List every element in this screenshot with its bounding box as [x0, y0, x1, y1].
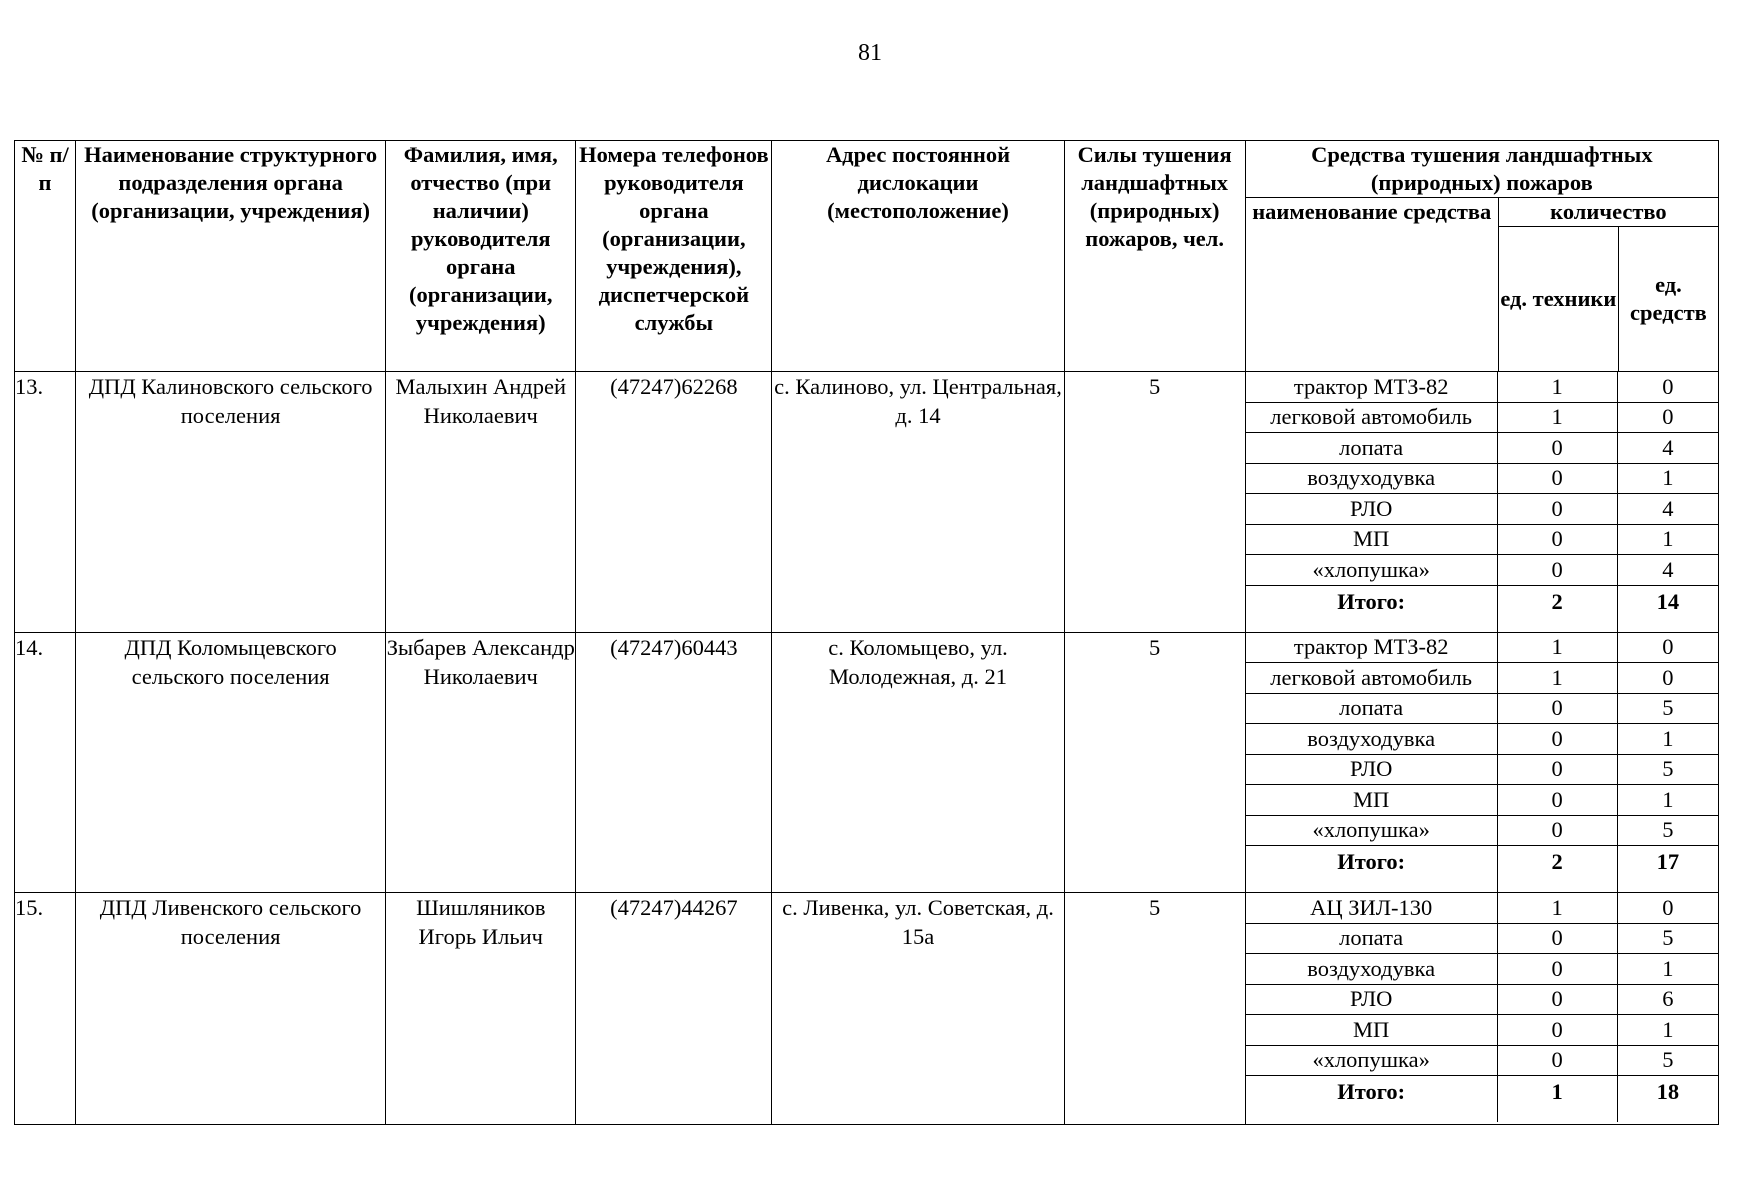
table-body: [15, 372, 1719, 1125]
header-means: Средства тушения ландшафтных (природных) пожаров: [1245, 141, 1718, 198]
equipment-row: [1246, 923, 1718, 954]
equipment-name: лопата: [1246, 923, 1498, 954]
equipment-tech: 0: [1497, 433, 1617, 464]
equipment-name: РЛО: [1246, 754, 1498, 785]
equipment-means: 1: [1617, 463, 1718, 494]
equipment-means: 5: [1617, 693, 1718, 724]
equipment-means: 6: [1617, 984, 1718, 1015]
header-quantity: количество: [1498, 198, 1718, 227]
equipment-name: «хлопушка»: [1246, 1045, 1498, 1076]
equipment-means: 5: [1617, 923, 1718, 954]
equipment-tech: 0: [1497, 954, 1617, 985]
equipment-tech: 1: [1497, 893, 1617, 923]
equipment-row: [1246, 372, 1718, 402]
table-row: [15, 893, 1719, 1125]
equipment-name: трактор МТЗ-82: [1246, 372, 1498, 402]
equipment-tech: 1: [1497, 402, 1617, 433]
equipment-tech: 0: [1497, 724, 1617, 755]
equipment-tech: 0: [1497, 984, 1617, 1015]
row-forces: 5: [1064, 372, 1245, 633]
equipment-tech: 0: [1497, 815, 1617, 846]
total-means: 14: [1656, 588, 1680, 614]
equipment-row: [1246, 555, 1718, 586]
equipment-tech: 1: [1497, 372, 1617, 402]
header-head: Фамилия, имя, отчество (при наличии) руководителя органа (организации, учреждения): [386, 141, 576, 372]
equipment-row: [1246, 663, 1718, 694]
total-means: 18: [1656, 1079, 1680, 1104]
equipment-row: [1246, 984, 1718, 1015]
header-qty-means: ед. средств: [1618, 227, 1718, 372]
equipment-name: легковой автомобиль: [1246, 402, 1498, 433]
equipment-tech: 0: [1497, 463, 1617, 494]
equipment-tech: 0: [1497, 754, 1617, 785]
header-unit: Наименование структурного подразделения органа (организации, учреждения): [76, 141, 386, 372]
equipment-row: [1246, 785, 1718, 816]
equipment-means: 0: [1617, 893, 1718, 923]
equipment-table: [1246, 633, 1718, 893]
row-num: 14.: [15, 632, 76, 893]
row-head: Шишляников Игорь Ильич: [386, 893, 576, 1125]
equipment-means: 0: [1617, 402, 1718, 433]
equipment-name: воздуходувка: [1246, 954, 1498, 985]
equipment-means: 5: [1617, 1045, 1718, 1076]
equipment-tech: 0: [1497, 555, 1617, 586]
header-forces: Силы тушения ландшафтных (природных) пожаров, чел.: [1064, 141, 1245, 372]
total-tech: 1: [1497, 1076, 1617, 1123]
row-phone: (47247)62268: [576, 372, 772, 633]
equipment-name: АЦ ЗИЛ-130: [1246, 893, 1498, 923]
header-qty-tech: ед. техники: [1498, 227, 1618, 372]
equipment-means: 1: [1617, 1015, 1718, 1046]
total-label: Итого:: [1246, 585, 1498, 632]
table-row: [15, 372, 1719, 633]
equipment-name: воздуходувка: [1246, 724, 1498, 755]
equipment-name: воздуходувка: [1246, 463, 1498, 494]
row-unit: ДПД Ливенского сельского поселения: [76, 893, 386, 1125]
equipment-cell: [1245, 372, 1718, 633]
equipment-name: трактор МТЗ-82: [1246, 633, 1498, 663]
header-num: № п/п: [15, 141, 76, 372]
equipment-means: 1: [1617, 724, 1718, 755]
equipment-row: [1246, 494, 1718, 525]
equipment-row: [1246, 1045, 1718, 1076]
equipment-tech: 0: [1497, 1045, 1617, 1076]
fire-resources-table: [14, 140, 1719, 1125]
equipment-row: [1246, 954, 1718, 985]
equipment-row: [1246, 633, 1718, 663]
equipment-tech: 1: [1497, 633, 1617, 663]
equipment-tech: 0: [1497, 1015, 1617, 1046]
row-phone: (47247)60443: [576, 632, 772, 893]
equipment-total-row: [1246, 585, 1718, 632]
equipment-tech: 0: [1497, 693, 1617, 724]
row-num: 15.: [15, 893, 76, 1125]
row-address: с. Коломыцево, ул. Молодежная, д. 21: [772, 632, 1064, 893]
total-tech: 2: [1497, 846, 1617, 893]
equipment-means: 4: [1617, 433, 1718, 464]
table-row: [15, 632, 1719, 893]
equipment-row: [1246, 524, 1718, 555]
equipment-row: [1246, 815, 1718, 846]
equipment-row: [1246, 1015, 1718, 1046]
equipment-name: РЛО: [1246, 984, 1498, 1015]
header-phones: Номера телефонов руководителя органа (организации, учреждения), диспетчерской службы: [576, 141, 772, 372]
equipment-tech: 0: [1497, 923, 1617, 954]
equipment-means: 5: [1617, 754, 1718, 785]
header-address: Адрес постоянной дислокации (местоположение): [772, 141, 1064, 372]
equipment-name: «хлопушка»: [1246, 555, 1498, 586]
equipment-cell: [1245, 893, 1718, 1125]
header-means-name: наименование средства: [1245, 198, 1498, 372]
row-address: с. Ливенка, ул. Советская, д. 15а: [772, 893, 1064, 1125]
equipment-tech: 0: [1497, 524, 1617, 555]
equipment-row: [1246, 693, 1718, 724]
row-forces: 5: [1064, 893, 1245, 1125]
total-label: Итого:: [1246, 1076, 1498, 1123]
row-phone: (47247)44267: [576, 893, 772, 1125]
total-label: Итого:: [1246, 846, 1498, 893]
total-means: 17: [1656, 849, 1680, 874]
equipment-table: [1246, 372, 1718, 632]
equipment-name: РЛО: [1246, 494, 1498, 525]
equipment-tech: 0: [1497, 494, 1617, 525]
equipment-total-row: [1246, 1076, 1718, 1123]
equipment-means: 4: [1617, 555, 1718, 586]
equipment-name: МП: [1246, 785, 1498, 816]
equipment-name: МП: [1246, 1015, 1498, 1046]
equipment-means: 1: [1617, 524, 1718, 555]
equipment-row: [1246, 724, 1718, 755]
equipment-name: МП: [1246, 524, 1498, 555]
equipment-means: 4: [1617, 494, 1718, 525]
equipment-name: легковой автомобиль: [1246, 663, 1498, 694]
equipment-means: 0: [1617, 372, 1718, 402]
page-number: 81: [858, 40, 882, 66]
equipment-tech: 0: [1497, 785, 1617, 816]
equipment-name: лопата: [1246, 693, 1498, 724]
equipment-tech: 1: [1497, 663, 1617, 694]
total-tech: 2: [1497, 585, 1617, 632]
row-address: с. Калиново, ул. Центральная, д. 14: [772, 372, 1064, 633]
equipment-row: [1246, 433, 1718, 464]
row-unit: ДПД Калиновского сельского поселения: [76, 372, 386, 633]
equipment-row: [1246, 893, 1718, 923]
equipment-means: 5: [1617, 815, 1718, 846]
equipment-total-row: [1246, 846, 1718, 893]
row-forces: 5: [1064, 632, 1245, 893]
equipment-means: 1: [1617, 785, 1718, 816]
row-head: Малыхин Андрей Николаевич: [386, 372, 576, 633]
equipment-row: [1246, 402, 1718, 433]
equipment-name: лопата: [1246, 433, 1498, 464]
equipment-means: 1: [1617, 954, 1718, 985]
row-head: Зыбарев Александр Николаевич: [386, 632, 576, 893]
equipment-name: «хлопушка»: [1246, 815, 1498, 846]
equipment-row: [1246, 754, 1718, 785]
equipment-cell: [1245, 632, 1718, 893]
equipment-row: [1246, 463, 1718, 494]
equipment-means: 0: [1617, 633, 1718, 663]
equipment-means: 0: [1617, 663, 1718, 694]
row-unit: ДПД Коломыцевского сельского поселения: [76, 632, 386, 893]
equipment-table: [1246, 893, 1718, 1122]
row-num: 13.: [15, 372, 76, 633]
